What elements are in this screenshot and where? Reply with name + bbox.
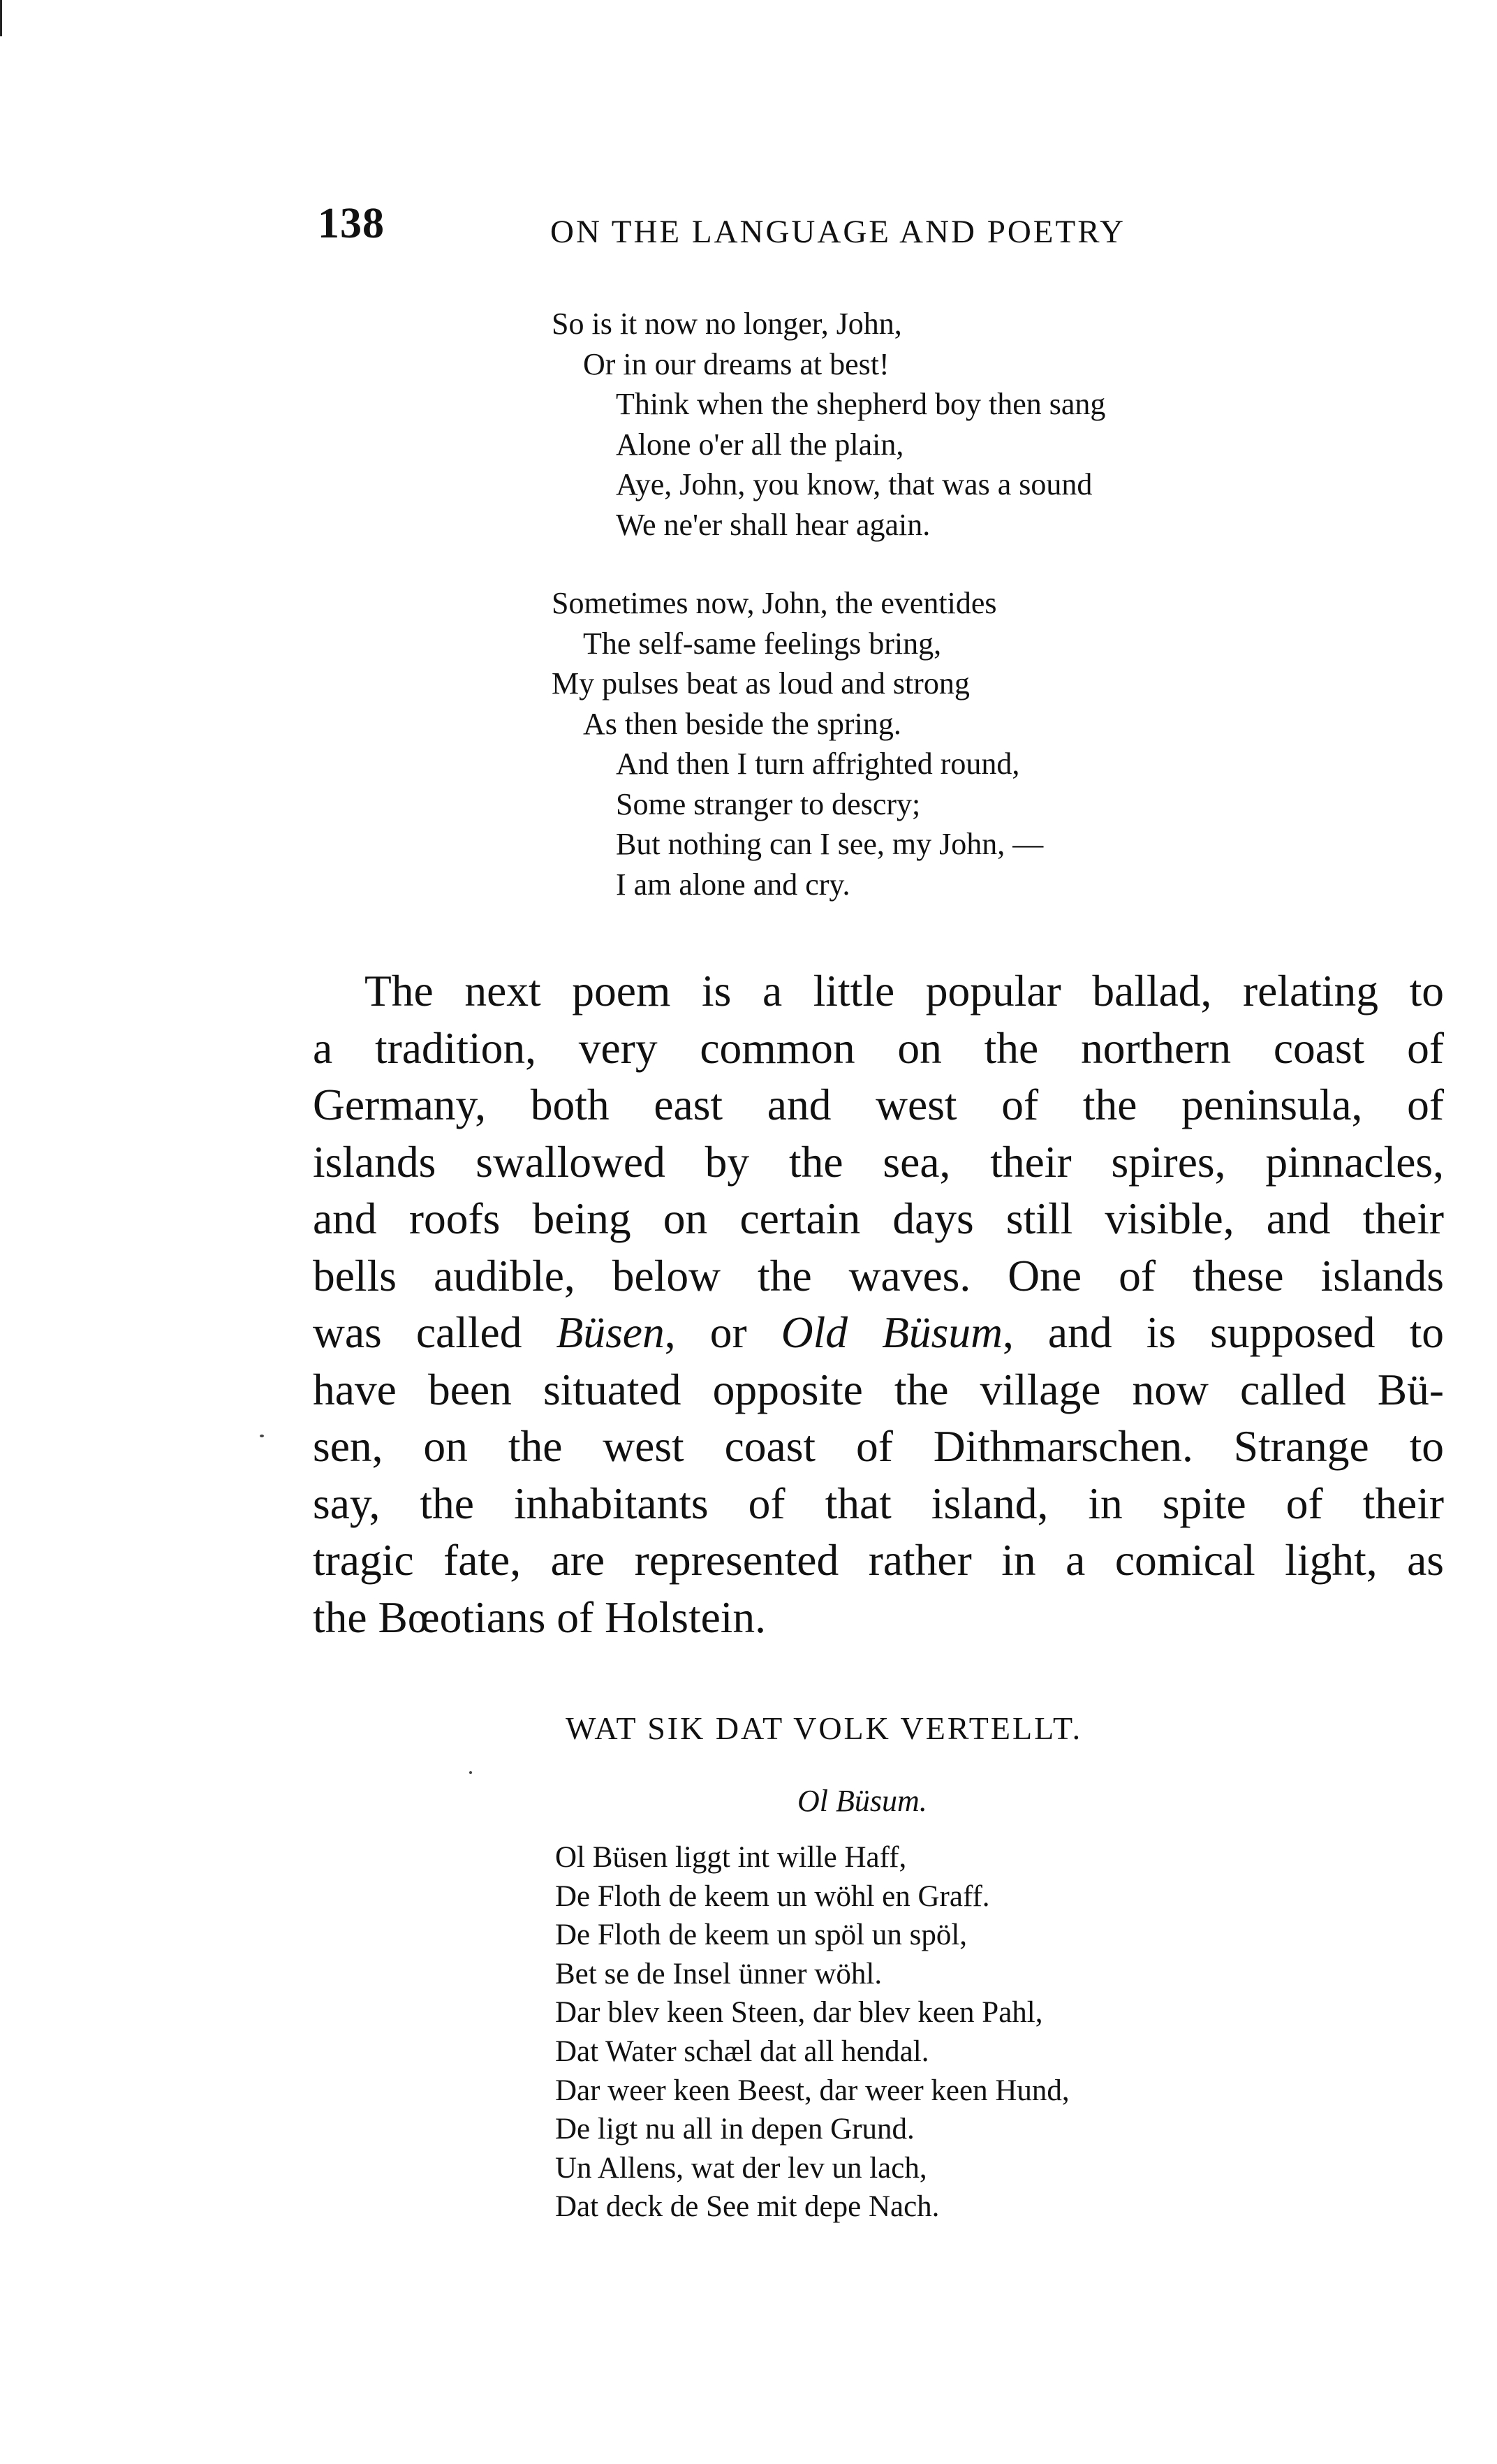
prose-line: sen, on the west coast of Dithmarschen. Strange to (313, 1421, 1444, 1471)
verse-line: Dat deck de See mit depe Nach. (555, 2190, 940, 2224)
verse-line: Some stranger to descry; (616, 786, 921, 821)
place-name-italic: Büsen (556, 1307, 665, 1357)
prose-line: bells audible, below the waves. One of these islands (313, 1250, 1444, 1300)
page-edge-mark (0, 0, 2, 36)
verse-line: Bet se de Insel ünner wöhl. (555, 1957, 883, 1990)
verse-line: De Floth de keem un spöl un spöl, (555, 1919, 968, 1952)
prose-text: , and is supposed to (1002, 1307, 1445, 1357)
poem-stanza-2 (552, 583, 1043, 904)
verse-line: So is it now no longer, John, (552, 307, 902, 341)
prose-line: islands swallowed by the sea, their spires, pinnacles, (313, 1136, 1444, 1187)
prose-line: a tradition, very common on the northern coast of (313, 1022, 1444, 1073)
ballad-title: WAT SIK DAT VOLK VERTELLT. (566, 1710, 1083, 1746)
prose-line: tragic fate, are represented rather in a comical light, as (313, 1535, 1444, 1585)
prose-line: Germany, both east and west of the peninsula, of (313, 1080, 1444, 1129)
verse-line: Dat Water schæl dat all hendal. (555, 2034, 929, 2068)
verse-line: Aye, John, you know, that was a sound (616, 467, 1093, 501)
verse-line: Dar blev keen Steen, dar blev keen Pahl, (555, 1996, 1043, 2030)
running-head: ON THE LANGUAGE AND POETRY (550, 214, 1126, 250)
verse-line: But nothing can I see, my John, — (616, 827, 1044, 861)
verse-line: My pulses beat as loud and strong (552, 666, 970, 701)
verse-line: As then beside the spring. (583, 706, 901, 741)
prose-text: , or (664, 1307, 781, 1357)
margin-speck (260, 1435, 264, 1437)
ballad-subtitle: Ol Büsum. (797, 1784, 927, 1818)
poem-stanza-1 (552, 304, 1105, 545)
verse-line: Or in our dreams at best! (583, 346, 890, 381)
verse-line: De ligt nu all in depen Grund. (555, 2113, 915, 2146)
prose-paragraph (313, 962, 1444, 1645)
prose-line: have been situated opposite the village now called Bü- (313, 1364, 1444, 1414)
verse-line: Ol Büsen liggt int wille Haff, (555, 1841, 907, 1874)
prose-line: The next poem is a little popular ballad, relating to (364, 966, 1444, 1015)
prose-line: the Bœotians of Holstein. (313, 1592, 767, 1642)
margin-speck (469, 1771, 472, 1774)
prose-line: say, the inhabitants of that island, in spite of their (313, 1478, 1444, 1528)
place-name-italic: Old Büsum (781, 1307, 1003, 1357)
verse-line: The self-same feelings bring, (583, 626, 942, 661)
verse-line: De Floth de keem un wöhl en Graff. (555, 1879, 990, 1913)
prose-line: and roofs being on certain days still visible, and their (313, 1194, 1444, 1243)
verse-line: Un Allens, wat der lev un lach, (555, 2151, 927, 2185)
verse-line: Sometimes now, John, the eventides (552, 586, 997, 620)
verse-line: Alone o'er all the plain, (616, 427, 904, 462)
prose-line (313, 1304, 1444, 1361)
page-number: 138 (318, 200, 385, 247)
verse-line: And then I turn affrighted round, (616, 747, 1020, 781)
verse-line: Think when the shepherd boy then sang (616, 387, 1106, 421)
verse-line: I am alone and cry. (616, 867, 850, 902)
verse-line: We ne'er shall hear again. (616, 507, 931, 542)
prose-text: was called (313, 1307, 556, 1357)
verse-line: Dar weer keen Beest, dar weer keen Hund, (555, 2074, 1070, 2107)
ballad-verse (555, 1838, 1070, 2227)
